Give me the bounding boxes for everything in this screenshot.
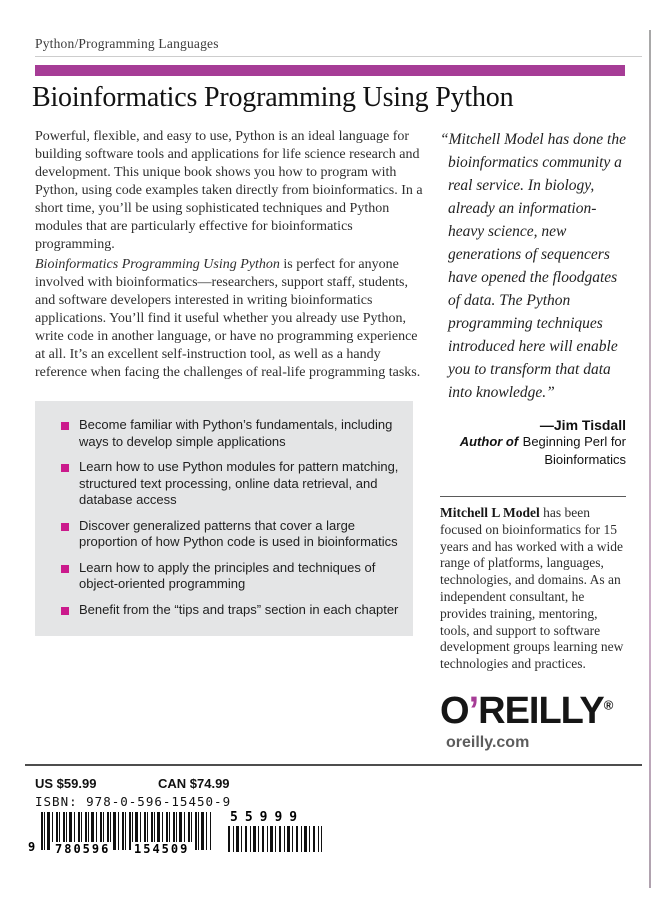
cover-edge-line: [649, 30, 651, 888]
author-work-title: Beginning Perl for Bioinformatics: [522, 434, 626, 467]
author-bio: [440, 505, 626, 673]
supplement-barcode: [228, 812, 330, 856]
isbn-number: ISBN: 978-0-596-15450-9: [35, 794, 232, 809]
list-item: [61, 602, 399, 619]
publisher-website: oreilly.com: [446, 734, 530, 751]
bullet-text: Benefit from the “tips and traps” section in each chapter: [79, 601, 399, 617]
oreilly-logo: [440, 690, 640, 733]
barcode-group2: 154509: [131, 842, 192, 856]
endorsement-quote: “Mitchell Model has done the bioinformatics community a real service. In biology, already an information-heavy science, new generations of sequencers have opened the floodgates of data. The Python programming techniques introduced here will enable you to transform that data into knowledge.”: [440, 131, 626, 401]
bullet-square-icon: [61, 565, 69, 573]
logo-o: O: [440, 690, 469, 732]
author-of-label: Author of: [459, 434, 519, 449]
bullet-text: Discover generalized patterns that cover a large proportion of how Python code is used in bioinformatics: [79, 517, 398, 549]
intro-paragraph-2-rest: is perfect for anyone involved with bioinformatics—researchers, support staff, students, and software developers interested in writing bioinformatics applications. You’ll find it useful whether you already use Python, write code in another language, or have no programming experience at all. It’s an excellent self-instruction tool, as well as a handy reference when facing the challenges of real-life programming tasks.: [35, 257, 421, 380]
intro-paragraph-1: Powerful, flexible, and easy to use, Python is an ideal language for building software tools and applications for life science research and development. This unique book shows you how to program with Python, using code examples taken directly from bioinformatics. In a short time, you’ll be using sophisticated techniques and Python modules that are particularly effective for bioinformatics programming.: [35, 129, 423, 252]
intro-paragraph-2: [35, 256, 429, 382]
price-us: US $59.99: [35, 776, 97, 791]
price-can: CAN $74.99: [158, 776, 230, 791]
bio-divider: [440, 496, 626, 497]
bullet-text: Become familiar with Python’s fundamentals, including ways to develop simple applications: [79, 417, 393, 449]
list-item: [61, 518, 399, 551]
book-title-inline: Bioinformatics Programming Using Python: [35, 257, 280, 272]
bullet-square-icon: [61, 422, 69, 430]
list-item: [61, 417, 399, 450]
quote-author-work: [440, 433, 626, 469]
bullet-square-icon: [61, 464, 69, 472]
barcode-group1: 780596: [52, 842, 113, 856]
author-bio-rest: has been focused on bioinformatics for 15 years and has worked with a wide range of platforms, languages, technologies, and domains. As an independent consultant, he provides training, mentoring, tools, and support to software development groups learning new technologies and practices.: [440, 505, 624, 672]
bullet-square-icon: [61, 607, 69, 615]
bullet-text: Learn how to apply the principles and techniques of object-oriented programming: [79, 559, 376, 591]
accent-bar: [35, 65, 625, 76]
quote-author-name: —Jim Tisdall: [539, 417, 626, 433]
book-title: Bioinformatics Programming Using Python: [32, 82, 514, 113]
bottom-divider: [25, 764, 642, 766]
author-name: Mitchell L Model: [440, 505, 540, 520]
logo-rest: REILLY: [478, 690, 604, 732]
category-label: Python/Programming Languages: [35, 36, 219, 51]
list-item: [61, 560, 399, 593]
supplement-bars: [228, 826, 322, 852]
logo-apostrophe: ’: [468, 690, 479, 732]
registered-mark-icon: ®: [603, 697, 614, 713]
ean13-barcode: [28, 812, 220, 856]
top-divider: [35, 56, 642, 57]
publisher-brand: [440, 690, 640, 752]
barcode-area: [28, 812, 330, 856]
barcode-lead-digit: 9: [28, 840, 36, 854]
bullet-text: Learn how to use Python modules for pattern matching, structured text processing, online data retrieval, and database access: [79, 459, 399, 507]
highlights-box: [35, 401, 413, 636]
supplement-digits: 55999: [230, 810, 305, 825]
bullet-square-icon: [61, 523, 69, 531]
quote-attribution: [440, 417, 626, 469]
list-item: [61, 459, 399, 509]
